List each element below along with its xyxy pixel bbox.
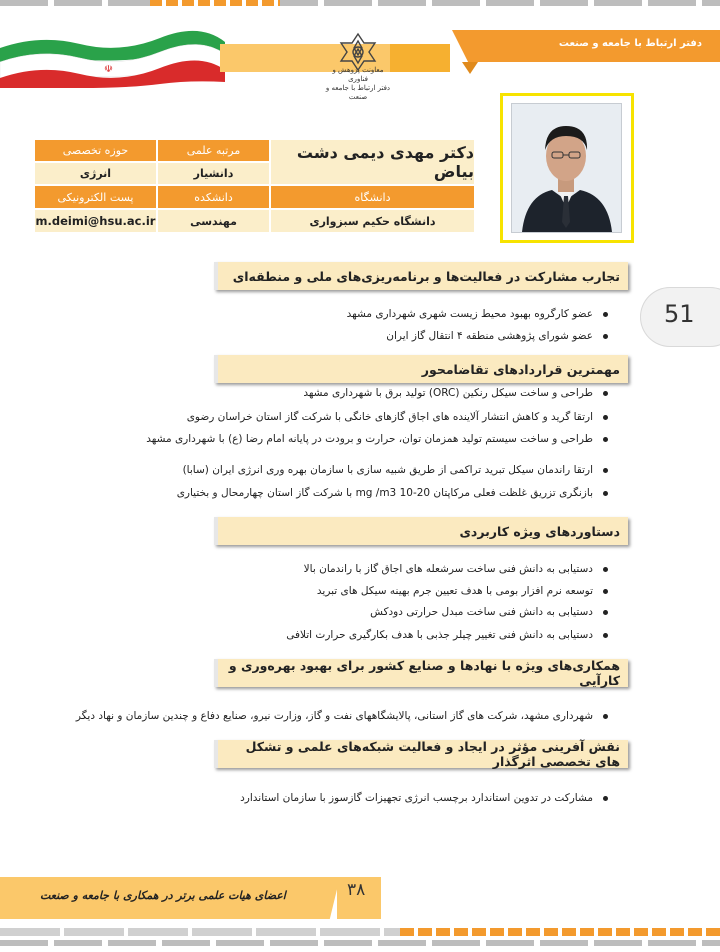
section-contracts-title: مهمترین قراردادهای تقاضامحور <box>214 355 628 383</box>
bullet-icon <box>603 633 608 638</box>
list-item <box>317 585 608 597</box>
field-label: حوزه تخصصی <box>34 139 157 162</box>
bullet-icon <box>603 312 608 317</box>
section-national-activities-title: تجارب مشارکت در فعالیت‌ها و برنامه‌ریزی‌های ملی و منطقه‌ای <box>214 262 628 290</box>
top-stripe <box>0 0 720 6</box>
footer-text: اعضای هیات علمی برتر در همکاری با جامعه و صنعت <box>40 889 286 902</box>
list-item <box>187 411 608 423</box>
university-value: دانشگاه حکیم سبزواری <box>270 209 475 233</box>
bullet-icon <box>603 567 608 572</box>
list-item <box>177 487 608 499</box>
list-item <box>303 387 608 399</box>
faculty-label: دانشکده <box>157 185 270 209</box>
list-item-text: عضو شورای پژوهشی منطقه ۴ انتقال گاز ایران <box>386 330 593 342</box>
page-badge-number: 51 <box>664 300 695 328</box>
bottom-stripe-2 <box>0 940 720 946</box>
list-item <box>183 464 608 476</box>
list-item-text: دستیابی به دانش فنی تغییر چیلر جذبی با هدف بکارگیری حرارت اتلافی <box>286 629 593 641</box>
bullet-icon <box>603 437 608 442</box>
list-item <box>386 330 608 342</box>
bullet-icon <box>603 714 608 719</box>
profile-name: دکتر مهدی دیمی دشت بیاض <box>270 139 475 185</box>
top-orange-accent <box>150 0 280 6</box>
list-item <box>146 433 608 445</box>
list-item-text: توسعه نرم افزار بومی با هدف تعیین جرم بهینه سیکل های تبرید <box>316 585 593 597</box>
email-label: پست الکترونیکی <box>34 185 157 209</box>
list-item-text: ارتقا راندمان سیکل تبرید تراکمی از طریق شبیه سازی با سازمان بهره وری انرژی ایران (سابا) <box>182 464 593 476</box>
list-item-text: عضو کارگروه بهبود محیط زیست شهری شهرداری مشهد <box>346 308 593 320</box>
logo-caption <box>322 66 394 102</box>
iran-flag-icon <box>0 30 225 88</box>
list-item-text: ارتقا گرید و کاهش انتشار آلاینده های اجاق گازهای خانگی با شرکت گاز استان خراسان رضوی <box>186 411 593 423</box>
list-item-text: شهرداری مشهد، شرکت های گاز استانی، پالایشگاههای نفت و گاز، وزارت نیرو، صنایع دفاع و چندین سازمان و نهاد دیگر <box>75 710 593 722</box>
header-banner-text: دفتر ارتباط با جامعه و صنعت <box>558 38 702 49</box>
section-achievements-title: دستاوردهای ویژه کاربردی <box>214 517 628 545</box>
rank-value: دانشیار <box>157 162 270 185</box>
list-item-text: طراحی و ساخت سیستم تولید همزمان توان، حرارت و برودت در پایانه امام رضا (ع) با شهرداری مشهد <box>146 433 593 445</box>
bullet-icon <box>603 468 608 473</box>
list-item-text: مشارکت در تدوین استاندارد برچسب انرژی تجهیزات گازسوز با سازمان استاندارد <box>240 792 593 804</box>
profile-photo <box>511 103 622 233</box>
header-band-accent <box>390 44 450 72</box>
faculty-value: مهندسی <box>157 209 270 233</box>
section-cooperation-title: همکاری‌های ویژه با نهادها و صنایع کشور برای بهبود بهره‌وری و کارآیی <box>214 659 628 687</box>
rank-label: مرتبه علمی <box>157 139 270 162</box>
list-item-text: بازنگری تزریق غلظت فعلی مرکاپتان mg /m3 10-20 با شرکت گاز استان چهارمحال و بختیاری <box>176 487 593 499</box>
university-label: دانشگاه <box>270 185 475 209</box>
list-item-text: طراحی و ساخت سیکل رنکین (ORC) تولید برق با شهرداری مشهد <box>303 387 593 399</box>
person-silhouette-icon <box>512 104 621 232</box>
list-item <box>347 308 608 320</box>
svg-text:☫: ☫ <box>104 64 113 75</box>
banner-tail <box>462 62 478 74</box>
bottom-orange-accent <box>400 928 720 936</box>
list-item <box>240 792 608 804</box>
logo-caption-line-1: معاونت پژوهش و فناوری <box>332 66 384 83</box>
bullet-icon <box>603 334 608 339</box>
list-item-text: دستیابی به دانش فنی ساخت سرشعله های اجاق گاز با راندمان بالا <box>303 563 593 575</box>
bullet-icon <box>603 491 608 496</box>
logo-caption-line-2: دفتر ارتباط با جامعه و صنعت <box>325 84 391 101</box>
bullet-icon <box>603 415 608 420</box>
footer-page-number: ۳۸ <box>347 880 366 900</box>
bullet-icon <box>603 610 608 615</box>
email-value[interactable]: m.deimi@hsu.ac.ir <box>34 209 157 233</box>
field-value: انرژی <box>34 162 157 185</box>
section-networks-title: نقش آفرینی مؤثر در ایجاد و فعالیت شبکه‌های علمی و تشکل های تخصصی اثرگذار <box>214 740 628 768</box>
bullet-icon <box>603 796 608 801</box>
list-item <box>76 710 608 722</box>
bullet-icon <box>603 391 608 396</box>
list-item <box>286 629 608 641</box>
bullet-icon <box>603 589 608 594</box>
list-item <box>370 606 608 618</box>
list-item <box>304 563 608 575</box>
list-item-text: دستیابی به دانش فنی ساخت مبدل حرارتی دودکش <box>370 606 593 618</box>
